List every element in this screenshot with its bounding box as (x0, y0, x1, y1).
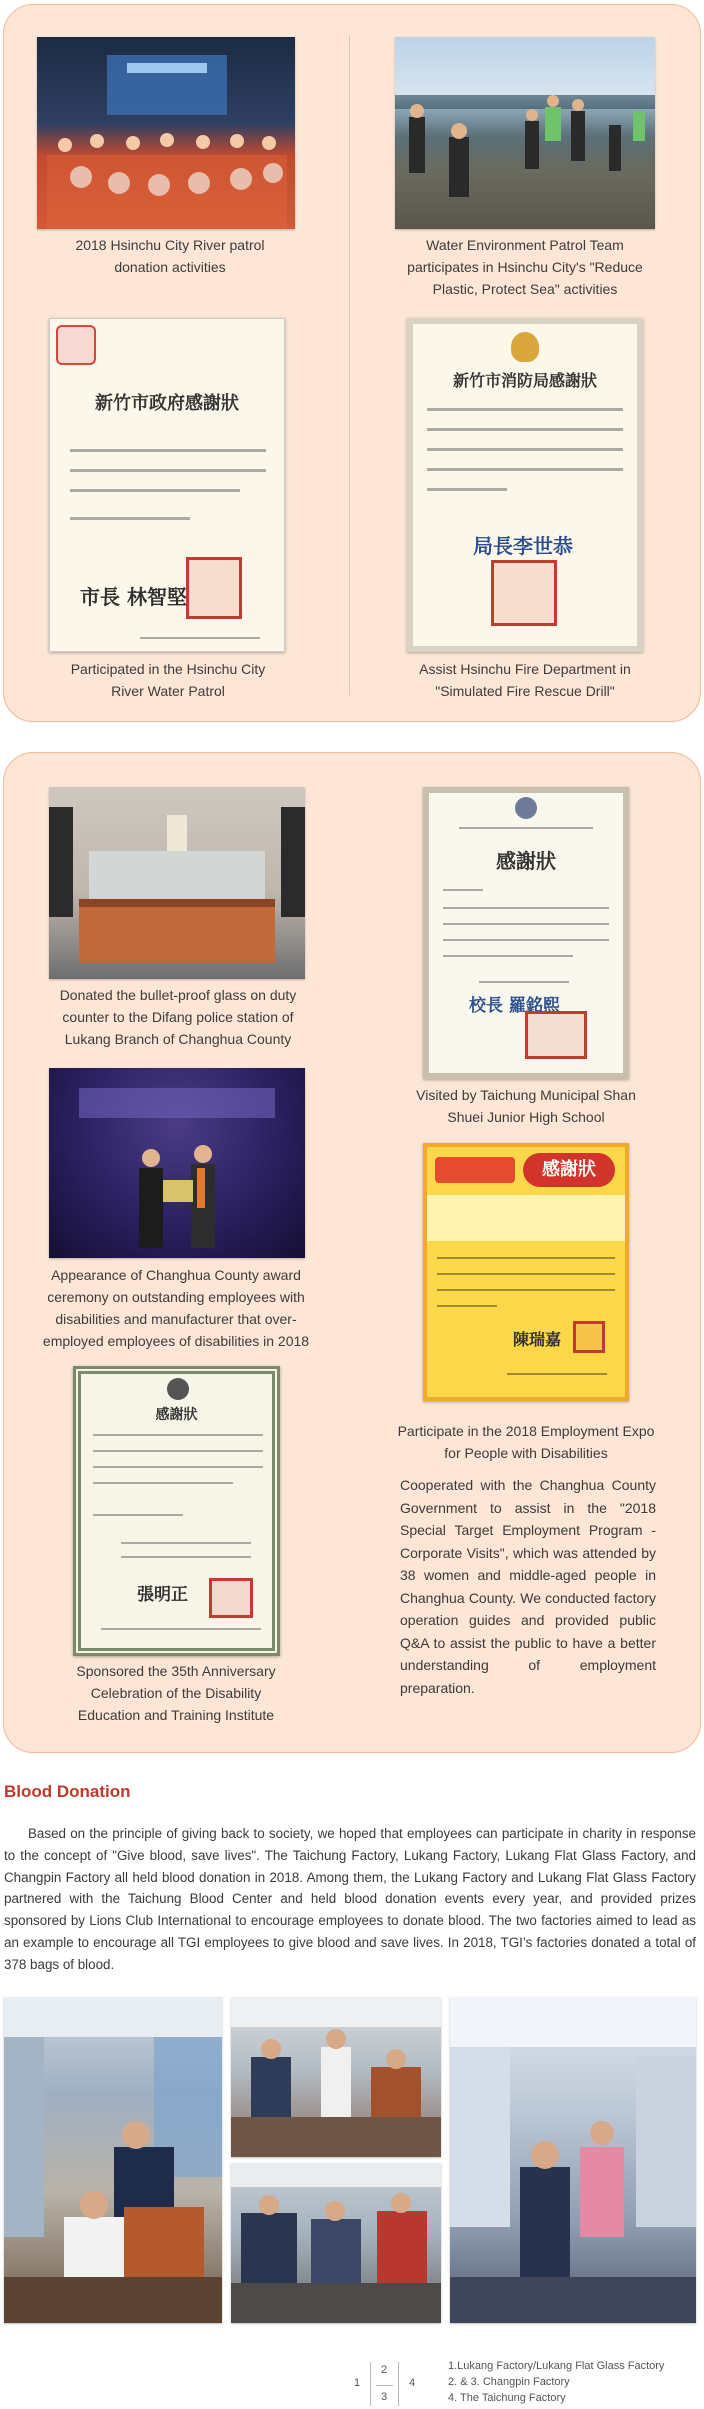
legend-number-4: 4 (409, 2377, 416, 2389)
city-emblem-icon (56, 325, 96, 365)
fire-emblem-icon (511, 332, 539, 362)
legend-item-1: 1.Lukang Factory/Lukang Flat Glass Factory (448, 2360, 665, 2372)
school-seal (525, 1011, 587, 1059)
blood-donation-heading: Blood Donation (4, 1782, 131, 1801)
shan-shuei-caption: Visited by Taichung Municipal Shan Shuei Junior High School (416, 1087, 636, 1125)
fire-certificate-title: 新竹市消防局感謝狀 (452, 371, 597, 390)
river-patrol-donation-caption: 2018 Hsinchu City River patrol donation activities (75, 237, 265, 275)
school-emblem-icon (515, 797, 537, 819)
anniversary-emblem-icon (167, 1378, 189, 1400)
shan-shuei-certificate (423, 787, 629, 1079)
fire-department-caption: Assist Hsinchu Fire Department in "Simulated Fire Rescue Drill" (419, 661, 631, 699)
blood-donation-body: Based on the principle of giving back to society, we hoped that employees can participate in charity in response to the concept of "Give blood, save lives". The Taichung Factory, Lukang Factory, Lukang Flat Glass Factory, and Changpin Factory all held blood donation in 2018. Among them, the Lukang Factory and Lukang Flat Glass Factory partnered with the Taichung Blood Center and held blood donation events every year, and provided prizes sponsored by Lions Club International to encourage employees to donate blood. The two factories aimed to lead as an example to encourage all TGI employees to give blood and save lives. In 2018, TGI’s factories donated a total of 378 bags of blood. (4, 1826, 696, 1972)
employment-expo-certificate (423, 1143, 629, 1401)
employment-program-text: Cooperated with the Changhua County Government to assist in the "2018 Special Target Employment Program - Corporate Visits", which was attended by 38 women and middle-aged people in Changhua County. We conducted factory operation guides and provided public Q&A to assist the public to have a better understanding of employment preparation. (400, 1477, 656, 1696)
expo-certificate-badge: 感謝狀 (523, 1153, 615, 1187)
blood-donation-photo-3 (231, 2163, 441, 2323)
shan-shuei-certificate-signature: 校長 羅銘熙 (469, 996, 560, 1016)
anniversary-certificate (73, 1366, 280, 1656)
city-certificate-signature: 市長 林智堅 (80, 585, 187, 609)
legend-vertical-line-right (398, 2362, 399, 2406)
legend-horizontal-line (376, 2385, 393, 2386)
river-patrol-donation-photo (37, 37, 295, 229)
anniversary-certificate-title: 感謝狀 (155, 1407, 198, 1423)
city-certificate-title: 新竹市政府感謝狀 (95, 393, 239, 414)
legend-number-3: 3 (381, 2391, 388, 2403)
legend-item-2: 2. & 3. Changpin Factory (448, 2376, 570, 2388)
legend-number-2: 2 (381, 2364, 388, 2376)
anniversary-caption: Sponsored the 35th Anniversary Celebration of the Disability Education and Training Institute (76, 1663, 276, 1723)
expo-certificate-signature: 陳瑞嘉 (513, 1330, 562, 1349)
expo-banner (435, 1157, 515, 1183)
hsinchu-city-certificate (49, 318, 285, 652)
blood-donation-photo-4 (450, 1997, 696, 2323)
beach-cleanup-photo (395, 37, 655, 229)
blood-donation-photo-2 (231, 1997, 441, 2157)
award-ceremony-photo (49, 1068, 305, 1258)
award-ceremony-caption: Appearance of Changhua County award ceremony on outstanding employees with disabilities and manufacturer that over-employed employees of disabilities in 2018 (42, 1267, 310, 1349)
fire-certificate-signature: 局長李世恭 (473, 534, 573, 558)
panel-divider (349, 35, 350, 695)
bulletproof-glass-caption: Donated the bullet-proof glass on duty counter to the Difang police station of Lukang Branch of Changhua County (59, 987, 297, 1047)
water-environment-patrol-caption: Water Environment Patrol Team participates in Hsinchu City's "Reduce Plastic, Protect Sea" activities (407, 237, 643, 297)
legend-vertical-line-left (370, 2362, 371, 2406)
blood-donation-photo-1 (4, 1997, 222, 2323)
hsinchu-river-water-patrol-caption: Participated in the Hsinchu City River Water Patrol (70, 661, 266, 699)
employment-expo-caption: Participate in the 2018 Employment Expo for People with Disabilities (397, 1423, 655, 1461)
fire-department-certificate (407, 318, 643, 652)
anniversary-certificate-signature: 張明正 (137, 1585, 188, 1605)
fire-seal (491, 560, 557, 626)
city-seal (186, 557, 242, 619)
legend-number-1: 1 (354, 2377, 361, 2389)
bulletproof-counter-photo (49, 787, 305, 979)
expo-seal (573, 1321, 605, 1353)
anniversary-seal (209, 1578, 253, 1618)
shan-shuei-certificate-title: 感謝狀 (496, 849, 556, 873)
legend-item-3: 4. The Taichung Factory (448, 2392, 566, 2404)
